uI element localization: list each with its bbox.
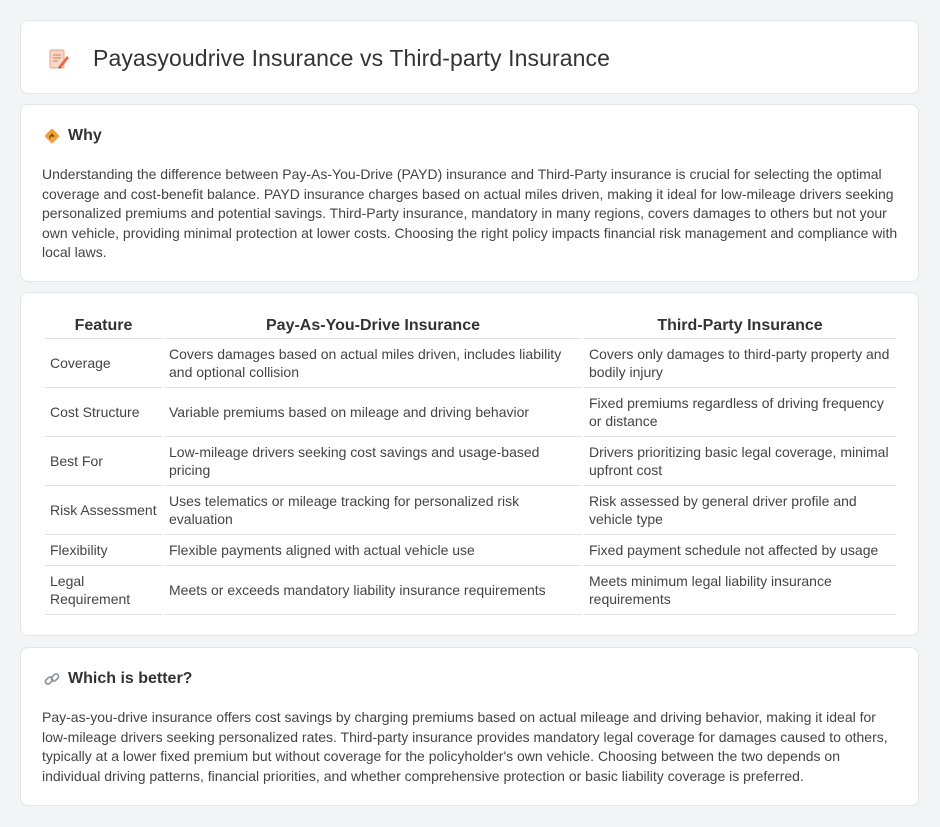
table-row [45,388,896,437]
feature-cell: Coverage [45,339,162,388]
third-party-cell: Drivers prioritizing basic legal coverage, minimal upfront cost [584,437,896,486]
table-row [45,566,896,615]
feature-cell: Flexibility [45,535,162,566]
comparison-section [20,292,919,636]
better-heading: Which is better? [68,670,193,687]
better-text: Pay-as-you-drive insurance offers cost savings by charging premiums based on actual mileage and driving behavior, making it ideal for low-mileage drivers seeking personalized rates. Third-party insurance provides mandatory legal coverage for damages caused to others, typically at a lower fixed premium but without coverage for the policyholder's own vehicle. Choosing between the two depends on individual driving patterns, financial priorities, and whether comprehensive protection or basic liability coverage is preferred. [42,709,888,784]
why-section [20,104,919,282]
feature-cell: Legal Requirement [45,566,162,615]
payd-cell: Flexible payments aligned with actual vehicle use [164,535,582,566]
feature-cell: Best For [45,437,162,486]
feature-cell: Cost Structure [45,388,162,437]
page-title: Payasyoudrive Insurance vs Third-party Insurance [93,45,611,71]
third-party-cell: Risk assessed by general driver profile and vehicle type [584,486,896,535]
why-text: Understanding the difference between Pay-As-You-Drive (PAYD) insurance and Third-Party insurance is crucial for selecting the optimal coverage and cost-benefit balance. PAYD insurance charges based on actual miles driven, making it ideal for low-mileage drivers seeking personalized premiums and potential savings. Third-Party insurance, mandatory in many regions, covers damages to others but not your own vehicle, providing minimal protection at lower costs. Choosing the right policy impacts financial risk management and compliance with local laws. [42,166,898,261]
diamond-road-sign-icon [43,127,61,145]
table-row [45,535,896,566]
table-header-row [45,315,896,339]
table-row [45,486,896,535]
feature-cell: Risk Assessment [45,486,162,535]
payd-cell: Uses telematics or mileage tracking for personalized risk evaluation [164,486,582,535]
which-is-better-section [20,647,919,806]
link-icon [43,670,61,688]
title-card [20,20,919,94]
why-heading-row [43,127,102,145]
header-feature: Feature [45,315,162,339]
third-party-cell: Fixed premiums regardless of driving frequency or distance [584,388,896,437]
header-payd: Pay-As-You-Drive Insurance [164,315,582,339]
table-row [45,437,896,486]
header-third-party: Third-Party Insurance [584,315,896,339]
why-heading: Why [68,127,102,144]
document-pencil-icon [47,47,71,71]
better-heading-row [43,670,192,688]
payd-cell: Meets or exceeds mandatory liability insurance requirements [164,566,582,615]
third-party-cell: Meets minimum legal liability insurance requirements [584,566,896,615]
payd-cell: Covers damages based on actual miles driven, includes liability and optional collision [164,339,582,388]
table-row [45,339,896,388]
payd-cell: Low-mileage drivers seeking cost savings and usage-based pricing [164,437,582,486]
title-row [47,45,610,72]
payd-cell: Variable premiums based on mileage and driving behavior [164,388,582,437]
comparison-table [43,315,898,615]
third-party-cell: Covers only damages to third-party property and bodily injury [584,339,896,388]
third-party-cell: Fixed payment schedule not affected by usage [584,535,896,566]
